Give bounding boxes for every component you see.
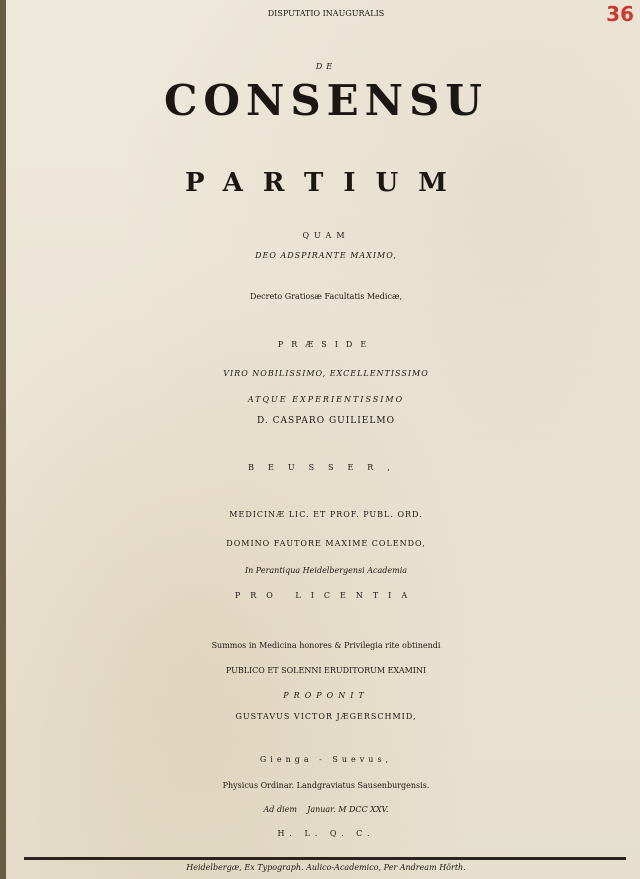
- line-summos: Summos in Medicina honores & Privilegia rite obtinendi: [211, 641, 441, 650]
- handwritten-page-number: 36: [606, 2, 634, 26]
- line-praeside: PRÆSIDE: [277, 340, 375, 349]
- line-author-name: GUSTAVUS VICTOR JÆGERSCHMID,: [235, 712, 417, 721]
- line-decreto: Decreto Gratiosæ Facultatis Medicæ,: [249, 292, 403, 301]
- line-atque: ATQUE EXPERIENTISSIMO: [247, 395, 405, 404]
- line-presider-surname: BEUSSER,: [248, 463, 404, 472]
- line-author-office: Physicus Ordinar. Landgraviatus Sausenburgensis.: [222, 781, 430, 790]
- line-domino: DOMINO FAUTORE MAXIME COLENDO,: [226, 539, 426, 548]
- line-author-origin: Gienga - Suevus,: [259, 755, 393, 764]
- line-hlqc: H. L. Q. C.: [277, 829, 375, 838]
- imprint-rule: [24, 857, 626, 860]
- heading-consensu: CONSENSU: [163, 76, 489, 125]
- heading-disputatio: DISPUTATIO INAUGURALIS: [267, 9, 385, 18]
- line-deo-adspirante: DEO ADSPIRANTE MAXIMO,: [255, 251, 397, 260]
- line-de: DE: [315, 62, 337, 71]
- line-proponit: PROPONIT: [283, 691, 369, 700]
- line-presider-title: MEDICINÆ LIC. ET PROF. PUBL. ORD.: [229, 510, 423, 519]
- line-date: Ad diem Januar. M DCC XXV.: [263, 805, 389, 814]
- line-academia: In Perantiqua Heidelbergensi Academia: [244, 566, 408, 575]
- line-publico: PUBLICO ET SOLENNI ERUDITORUM EXAMINI: [225, 666, 427, 675]
- heading-partium: PARTIUM: [185, 168, 467, 198]
- line-quam: QUAM: [302, 231, 350, 240]
- line-imprint: Heidelbergæ, Ex Typograph. Aulico-Academico, Per Andream Hörth.: [186, 863, 466, 872]
- line-presider-name: D. CASPARO GUILIELMO: [257, 416, 395, 426]
- line-viro-nobilissimo: VIRO NOBILISSIMO, EXCELLENTISSIMO: [223, 369, 429, 378]
- heading-pro-licentia: PRO LICENTIA: [234, 591, 418, 600]
